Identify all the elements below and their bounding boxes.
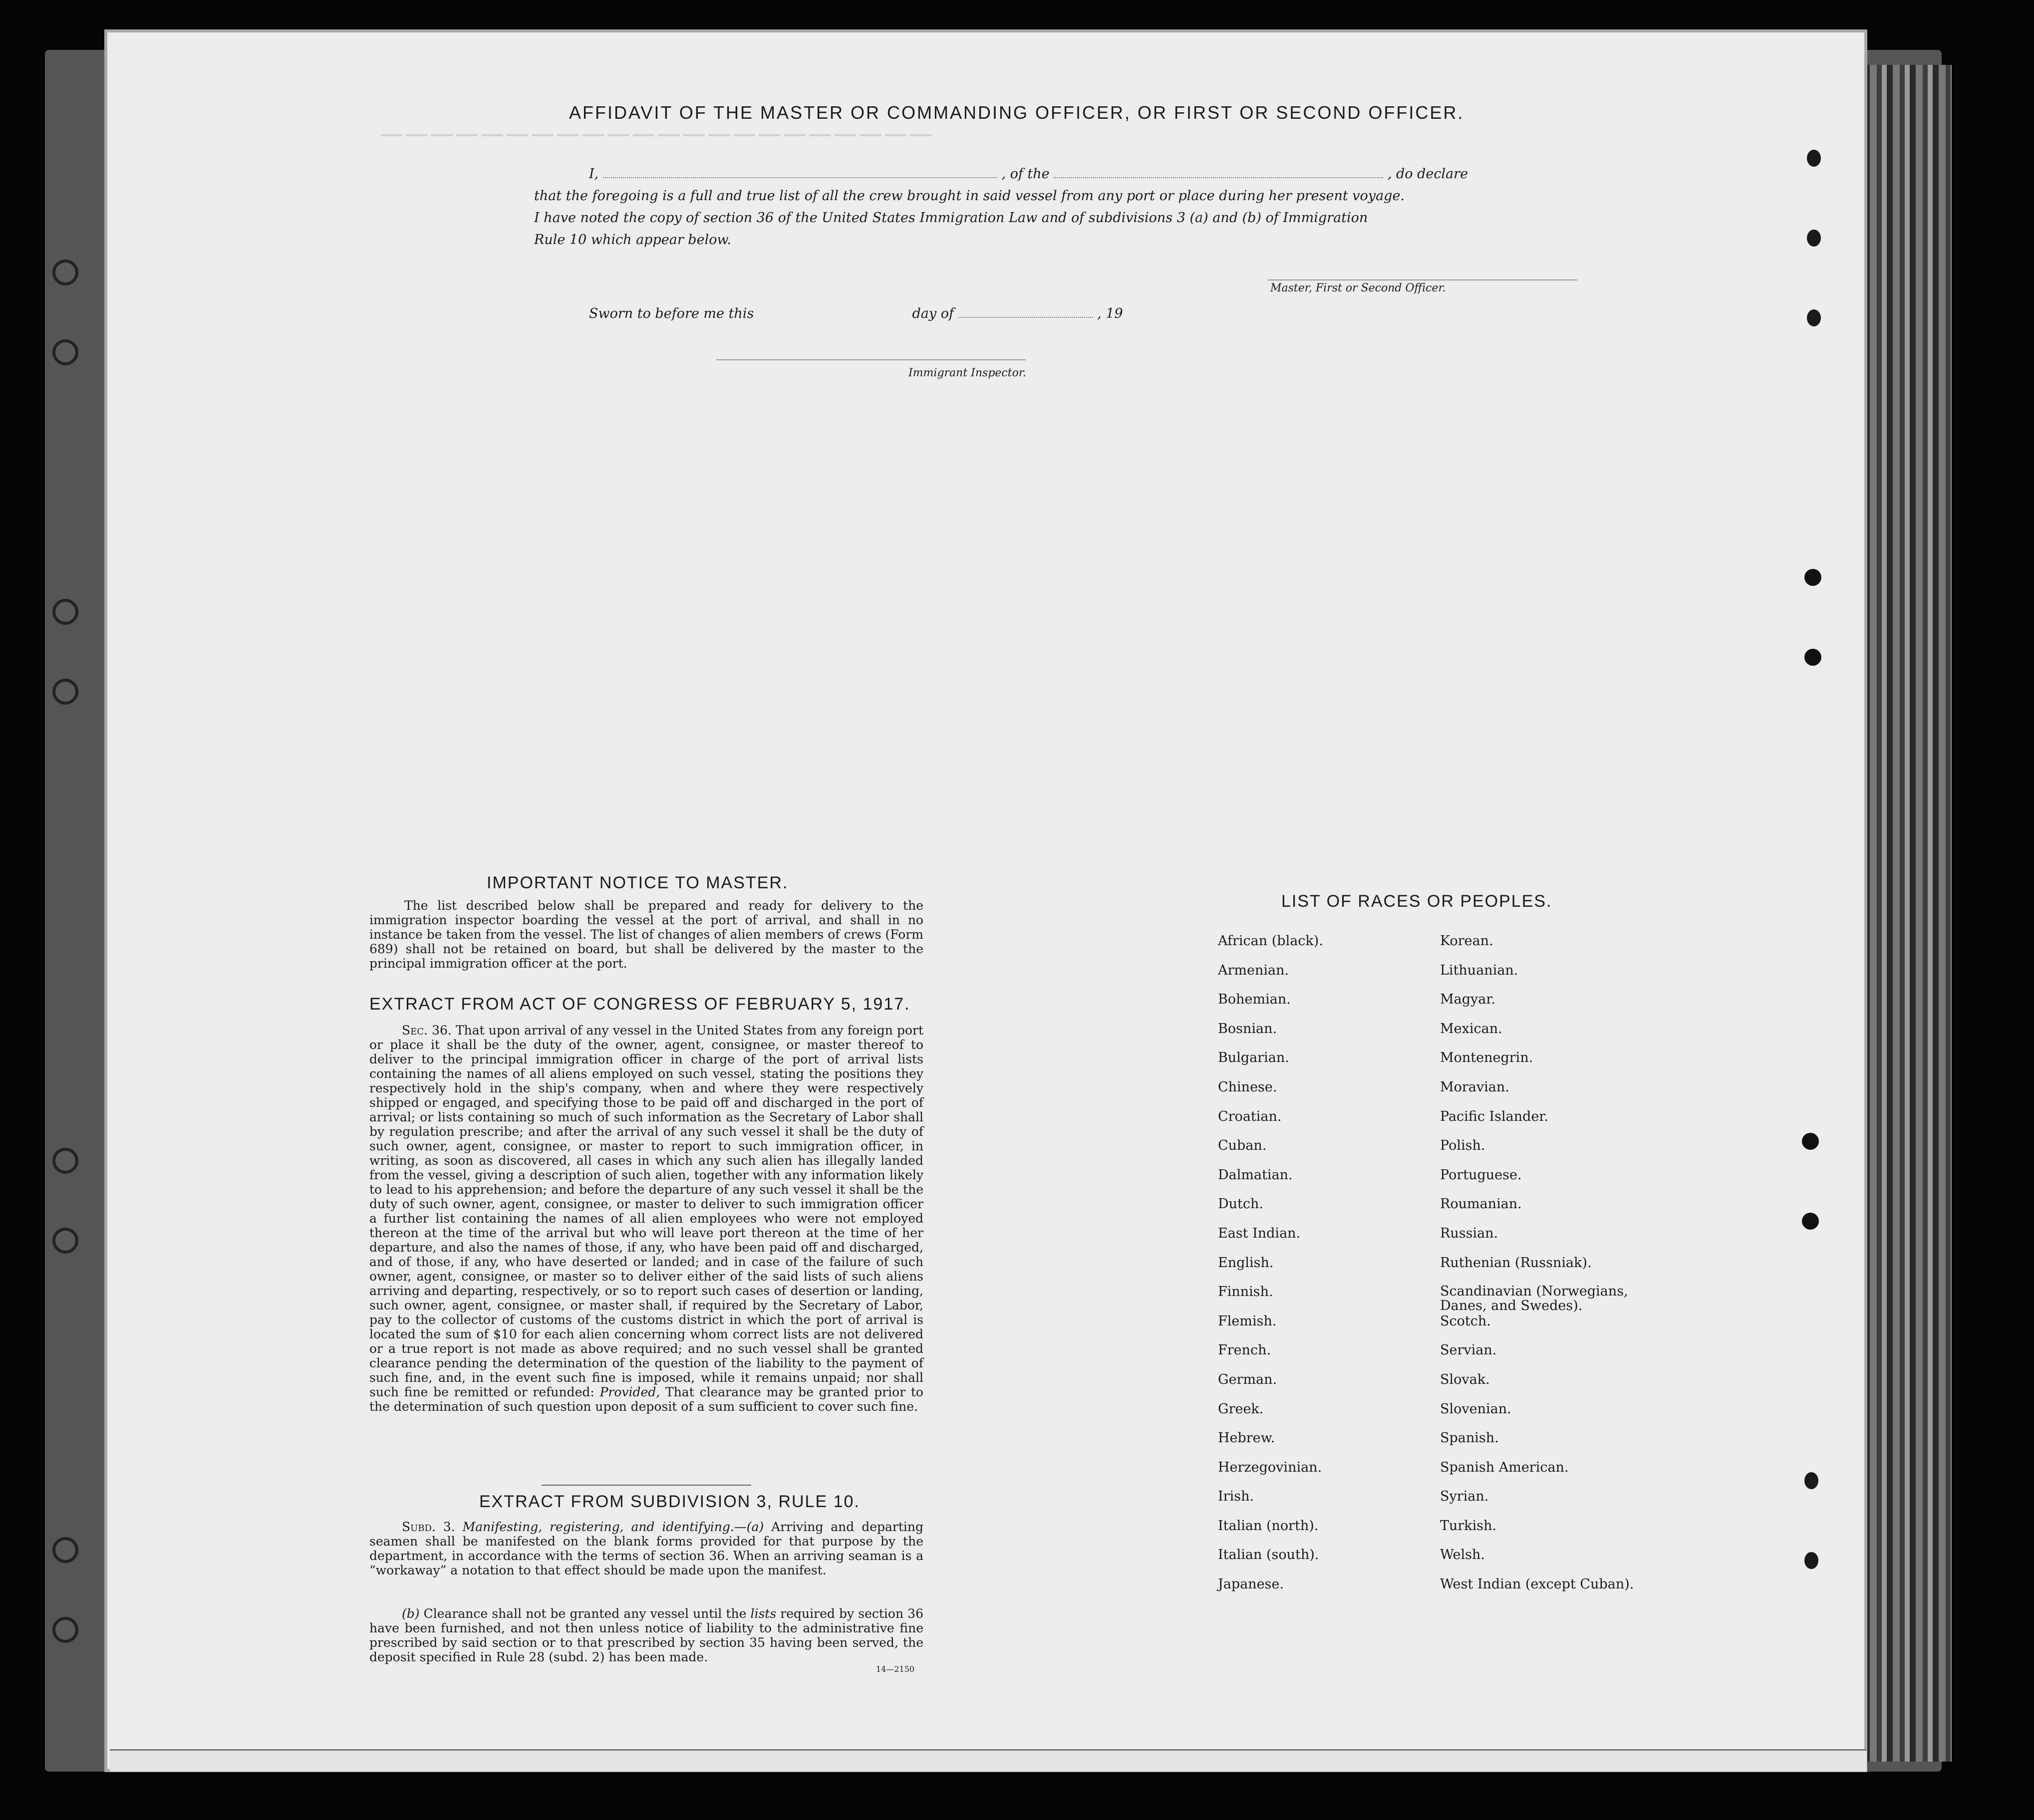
punch-hole — [52, 1537, 78, 1563]
race-item: Croatian. — [1218, 1108, 1282, 1124]
race-item: Japanese. — [1218, 1576, 1284, 1592]
rule-subd-b — [369, 1606, 923, 1664]
vessel-blank[interactable] — [1054, 177, 1383, 178]
race-item: Lithuanian. — [1440, 962, 1518, 978]
name-blank[interactable] — [603, 177, 997, 178]
race-item: Flemish. — [1218, 1313, 1277, 1329]
act-text-a: That upon arrival of any vessel in the United States from any foreign port or place it shall be the duty of the owner, agent, consignee, or master thereof to deliver to the principal immigration officer in charge of the port of arrival lists containing the names of all aliens employed on such vessel, stating the positions they respectively hold in the ship's company, when and where they were respectively shipped or engaged, and specifying those to be paid off and discharged in the port of arrival; or lists containing so much of such information as the Secretary of Labor shall by regulation prescribe; and after the arrival of any such vessel it shall be the duty of such owner, agent, consignee, or master to report to such immigration officer, in writing, as soon as discovered, all cases in which any such alien has illegally landed from the vessel, giving a description of such alien, together with any information likely to lead to his apprehension; and before the departure of any such vessel it shall be the duty of such owner, agent, consignee, or master to deliver to such immigration officer a further list containing the names of all alien employees who were not employed thereon at the time of the arrival but who will leave port thereon at the time of her departure, and also the names of those, if any, who have been paid off and discharged, and of those, if any, who have deserted or landed; and in case of the failure of such owner, agent, consignee, or master so to deliver either of the said lists of such aliens arriving and departing, respectively, or so to report such cases of desertion or landing, such owner, agent, consignee, or master shall, if required by the Secretary of Labor, pay to the collector of customs of the customs district in which the port of arrival is located the sum of $10 for each alien concerning whom correct lists are not delivered or a true report is not made as above required; and no such vessel shall be granted clearance pending the determination of the question of the liability to the payment of such fine, and, in the event such fine is imposed, while it remains unpaid; nor shall such fine be remitted or refunded: — [369, 1023, 923, 1399]
act-provided: Provided, — [599, 1385, 660, 1399]
race-item: Ruthenian (Russniak). — [1440, 1255, 1592, 1271]
punch-hole — [52, 1228, 78, 1254]
bleed-through-text: ────────────────────── — [377, 118, 932, 151]
race-item: Polish. — [1440, 1138, 1485, 1154]
race-item: Syrian. — [1440, 1489, 1489, 1505]
race-item: Scotch. — [1440, 1313, 1491, 1329]
race-item: Chinese. — [1218, 1079, 1277, 1095]
race-item: East Indian. — [1218, 1225, 1301, 1241]
rule-subd-label: Subd. 3. — [402, 1520, 455, 1534]
race-item: West Indian (except Cuban). — [1440, 1576, 1634, 1592]
race-item: Italian (south). — [1218, 1547, 1319, 1563]
form-number: 14—2150 — [876, 1664, 915, 1674]
races-left-column — [1218, 933, 1418, 1606]
punch-hole — [1807, 150, 1821, 167]
punch-hole — [52, 679, 78, 705]
race-item: Roumanian. — [1440, 1196, 1522, 1212]
race-item: French. — [1218, 1342, 1271, 1358]
race-item: Welsh. — [1440, 1547, 1485, 1563]
race-item: Dalmatian. — [1218, 1167, 1293, 1183]
affidavit-line-3: Rule 10 which appear below. — [534, 232, 731, 248]
race-item: Korean. — [1440, 933, 1493, 949]
punch-hole — [1804, 649, 1821, 666]
affidavit-do-declare-label: , do declare — [1387, 166, 1468, 182]
under-page-edge — [110, 1749, 1867, 1772]
race-item: Moravian. — [1440, 1079, 1509, 1095]
punch-hole — [1802, 1133, 1819, 1150]
punch-hole — [1804, 569, 1821, 586]
race-item: Spanish. — [1440, 1430, 1499, 1446]
race-item: Slovenian. — [1440, 1401, 1511, 1417]
race-item: English. — [1218, 1255, 1274, 1271]
races-heading: LIST OF RACES OR PEOPLES. — [1281, 892, 1552, 911]
section-divider — [542, 1485, 751, 1486]
race-item: Montenegrin. — [1440, 1050, 1533, 1066]
race-item: Scandinavian (Norwegians, Danes, and Swedes). — [1440, 1284, 1628, 1314]
inspector-signature-line[interactable] — [716, 359, 1026, 360]
race-item: Finnish. — [1218, 1284, 1273, 1300]
race-item: Greek. — [1218, 1401, 1264, 1417]
notice-text: The list described below shall be prepared and ready for delivery to the immigration inspector boarding the vessel at the port of arrival, and shall in no instance be taken from the vessel. The list of changes of alien members of crews (Form 689) shall not be retained on board, but shall be delivered by the master to the principal immigration officer at the port. — [369, 898, 923, 971]
race-item: Slovak. — [1440, 1371, 1490, 1387]
race-item: Armenian. — [1218, 962, 1289, 978]
rule-text-a: Arriving and departing seamen shall be manifested on the blank forms provided for that purpose by the department, in accordance with the terms of section 36. When an arriving seaman is a “workaway” a notation to that effect should be made upon the manifest. — [369, 1520, 924, 1577]
race-item: Cuban. — [1218, 1138, 1267, 1154]
races-right-column — [1440, 933, 1655, 1606]
sworn-label: Sworn to before me this — [589, 306, 754, 321]
officer-signature-line[interactable] — [1268, 279, 1577, 280]
race-item: German. — [1218, 1371, 1277, 1387]
punch-hole — [1807, 309, 1821, 326]
punch-hole — [1804, 1552, 1818, 1569]
race-item: Italian (north). — [1218, 1518, 1319, 1534]
affidavit-line-2: I have noted the copy of section 36 of the United States Immigration Law and of subdivisions 3 (a) and (b) of Immigration — [534, 210, 1368, 226]
punch-hole — [52, 339, 78, 365]
race-item: Bosnian. — [1218, 1021, 1277, 1037]
race-item: Herzegovinian. — [1218, 1459, 1322, 1475]
act-section-label: Sec. 36. — [402, 1023, 452, 1038]
affidavit-of-the-label: , of the — [1001, 166, 1050, 182]
race-item: Magyar. — [1440, 992, 1495, 1008]
act-heading: EXTRACT FROM ACT OF CONGRESS OF FEBRUARY 5, 1917. — [369, 995, 910, 1014]
month-blank[interactable] — [958, 317, 1093, 318]
sworn-line — [589, 306, 1123, 321]
punch-hole — [1802, 1213, 1819, 1230]
race-item: Dutch. — [1218, 1196, 1263, 1212]
race-item: Turkish. — [1440, 1518, 1497, 1534]
rule-subd-a — [369, 1520, 923, 1577]
act-text-b: That clearance may be granted prior to the determination of such question upon deposit of a sum sufficient to cover such fine. — [369, 1385, 923, 1414]
notice-heading: IMPORTANT NOTICE TO MASTER. — [487, 873, 789, 892]
rule-text-b2: required by section 36 have been furnished, and not then unless notice of liability to the administrative fine prescribed by said section or to that prescribed by section 35 having been served, the deposit specified in Rule 28 (subd. 2) has been made. — [369, 1606, 923, 1664]
race-item: Mexican. — [1440, 1021, 1502, 1037]
race-item: Irish. — [1218, 1489, 1254, 1505]
rule-lists-word: lists — [750, 1606, 777, 1621]
punch-hole — [52, 260, 78, 285]
race-item: Portuguese. — [1440, 1167, 1522, 1183]
document-page — [107, 32, 1864, 1769]
affidavit-declarant-line — [589, 166, 1468, 182]
race-item: African (black). — [1218, 933, 1323, 949]
race-item: Spanish American. — [1440, 1459, 1569, 1475]
punch-hole — [1807, 230, 1821, 247]
day-of-label: day of — [912, 306, 954, 321]
affidavit-line-1: that the foregoing is a full and true list of all the crew brought in said vessel from any port or place during her present voyage. — [534, 188, 1405, 204]
rule-text-b1: Clearance shall not be granted any vessel until the — [423, 1606, 747, 1621]
punch-hole — [52, 1148, 78, 1174]
punch-hole — [1804, 1472, 1818, 1489]
race-item: Bulgarian. — [1218, 1050, 1289, 1066]
race-item: Hebrew. — [1218, 1430, 1275, 1446]
rule-subd-title: Manifesting, registering, and identifying.—(a) — [462, 1520, 764, 1534]
rule-heading: EXTRACT FROM SUBDIVISION 3, RULE 10. — [479, 1492, 860, 1511]
act-section-36 — [369, 1023, 923, 1414]
inspector-caption: Immigrant Inspector. — [908, 367, 1026, 379]
punch-hole — [52, 599, 78, 625]
affidavit-i-label: I, — [589, 166, 599, 182]
year-label: , 19 — [1097, 306, 1123, 321]
race-item: Bohemian. — [1218, 992, 1291, 1008]
officer-caption: Master, First or Second Officer. — [1270, 282, 1446, 294]
punch-hole — [52, 1617, 78, 1643]
race-item: Russian. — [1440, 1225, 1498, 1241]
rule-b-label: (b) — [402, 1606, 420, 1621]
race-item: Pacific Islander. — [1440, 1108, 1548, 1124]
race-item: Servian. — [1440, 1342, 1497, 1358]
affidavit-title: AFFIDAVIT OF THE MASTER OR COMMANDING OFFICER, OR FIRST OR SECOND OFFICER. — [569, 102, 1464, 123]
